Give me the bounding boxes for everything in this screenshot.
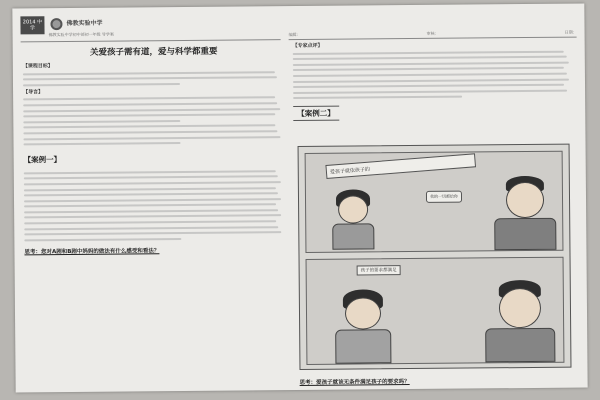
text-line [24,215,281,219]
comic-panel-top [305,151,564,253]
text-line [293,84,564,88]
expert-comment-text [293,50,575,99]
text-line [293,67,564,71]
document-sheet [12,4,587,393]
comic-child-figure [333,289,394,364]
header-info-line: 佛教实验中学初中部初一年级 导学案 [48,31,114,38]
text-line [24,226,278,230]
comic-parent-figure [483,280,558,363]
text-line [24,209,278,213]
comic-banner: 爱孩子就依孩子的 [325,153,476,179]
text-line [23,102,277,106]
case-one-question: 思考：您对A剧和B剧中妈妈的做法有什么感受和看法？ [24,248,160,256]
text-line [23,83,180,86]
page-title: 关爱孩子需有道，爱与科学都重要 [89,46,218,58]
text-line [24,142,181,145]
case-two-heading: 【案例二】 [293,106,339,121]
text-line [24,170,276,174]
intro-text [23,97,285,124]
school-emblem-icon [50,18,62,30]
text-line [23,130,277,134]
text-line [293,50,564,54]
text-line [23,125,275,129]
text-line [293,73,567,77]
case-one-heading: 【案例一】 [23,155,62,165]
school-logo: 2014 中学 [20,16,44,34]
text-line [23,136,280,140]
text-line [24,231,281,235]
case-two-comic [298,144,572,370]
text-line [293,96,462,99]
text-line [293,56,567,60]
text-line [24,181,281,185]
meta-date: 日期： [564,29,577,35]
comic-father-figure [492,176,559,251]
text-line [24,198,281,202]
comic-speech-bubble: 我的一切都给你 [426,191,462,203]
document-header [20,12,280,42]
text-line [24,220,276,224]
text-line [23,120,180,123]
text-line [293,89,567,93]
text-line [24,187,276,191]
right-column [292,38,576,387]
section-heading-goals: 【课程目标】 [22,63,53,70]
text-line [24,238,181,241]
text-line [23,113,275,117]
intro-text-2 [23,124,285,145]
left-column [23,44,287,255]
text-line [24,192,278,196]
text-line [23,108,280,112]
meta-editor: 编辑： [288,31,301,38]
comic-caption: 孩子的要求都满足 [357,265,401,275]
text-line [24,176,278,180]
case-two-question: 思考：爱孩子就该无条件满足孩子的要求吗？ [299,379,410,387]
comic-panel-bottom [306,257,565,365]
text-line [24,203,276,207]
text-line [293,61,569,65]
school-name: 佛教实验中学 [66,19,103,28]
case-one-text [24,170,287,241]
text-line [23,76,277,80]
expert-comment-heading: 【专家点评】 [292,42,323,50]
section-heading-intro: 【导言】 [23,89,44,96]
text-line [23,97,275,101]
goals-text [23,71,285,86]
comic-girl-figure [328,189,379,249]
meta-reviewer: 审核： [426,30,439,36]
text-line [23,71,275,75]
text-line [293,78,569,82]
